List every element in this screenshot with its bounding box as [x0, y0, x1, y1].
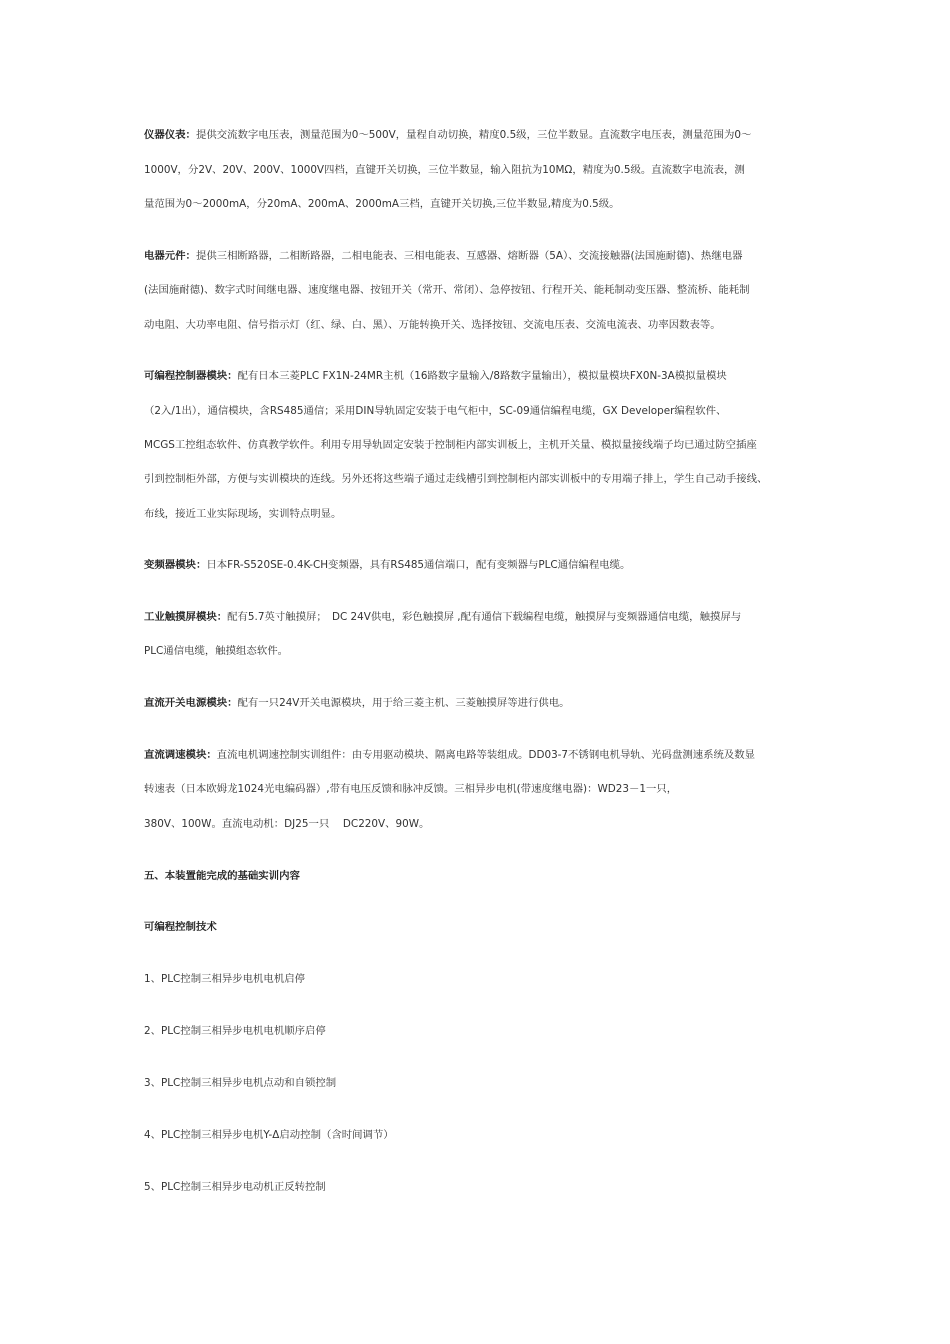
section-power-supply-label: 直流开关电源模块： [144, 697, 238, 709]
list-item: 1、PLC控制三相异步电机电机启停 [144, 973, 305, 985]
section-inverter-line-1: 变频器模块：日本FR-S520SE-0.4K-CH变频器，具有RS485通信端口，配有变频器与PLC通信编程电缆。 [144, 559, 631, 571]
section-components-line-2: (法国施耐德)、数字式时间继电器、速度继电器、按钮开关（常开、常闭）、急停按钮、行程开关、能耗制动变压器、整流桥、能耗制 [144, 284, 750, 296]
section-touchscreen-line-2: PLC通信电缆，触摸组态软件。 [144, 645, 288, 657]
section-plc-module-line-5: 布线，接近工业实际现场，实训特点明显。 [144, 508, 342, 520]
section-touchscreen-label: 工业触摸屏模块： [144, 611, 228, 623]
section-dc-speed-label: 直流调速模块： [144, 749, 217, 761]
section-power-supply-line-1: 直流开关电源模块：配有一只24V开关电源模块，用于给三菱主机、三菱触摸屏等进行供电。 [144, 697, 570, 709]
section-instruments-line-1: 仪器仪表：提供交流数字电压表，测量范围为0～500V，量程自动切换，精度0.5级，三位半数显。直流数字电压表，测量范围为0～ [144, 129, 752, 141]
section-components-line-3: 动电阻、大功率电阻、信号指示灯（红、绿、白、黑）、万能转换开关、选择按钮、交流电压表、交流电流表、功率因数表等。 [144, 319, 721, 331]
section-inverter-label: 变频器模块： [144, 559, 207, 571]
section-components-label: 电器元件： [144, 250, 196, 262]
section-instruments-label: 仪器仪表： [144, 129, 196, 141]
heading-plc-technology: 可编程控制技术 [144, 921, 217, 933]
section-components-line-1: 电器元件：提供三相断路器，二相断路器，二相电能表、三相电能表、互感器、熔断器（5A）、交流接触器(法国施耐德)、热继电器 [144, 250, 743, 262]
heading-training-content: 五、本装置能完成的基础实训内容 [144, 870, 300, 882]
section-plc-module-line-3: MCGS工控组态软件、仿真教学软件。利用专用导轨固定安装于控制柜内部实训板上，主机开关量、模拟量接线端子均已通过防空插座 [144, 439, 757, 451]
section-plc-module-line-2: （2入/1出），通信模块，含RS485通信；采用DIN导轨固定安装于电气柜中，SC-09通信编程电缆，GX Developer编程软件、 [144, 405, 727, 417]
section-instruments-line-3: 量范围为0～2000mA，分20mA、200mA、2000mA三档，直键开关切换,三位半数显,精度为0.5级。 [144, 198, 620, 210]
section-touchscreen-line-1: 工业触摸屏模块：配有5.7英寸触摸屏； DC 24V供电，彩色触摸屏 ,配有通信下载编程电缆，触摸屏与变频器通信电缆，触摸屏与 [144, 611, 742, 623]
list-item: 4、PLC控制三相异步电机Y-Δ启动控制（含时间调节） [144, 1129, 394, 1141]
section-plc-module-line-1: 可编程控制器模块：配有日本三菱PLC FX1N-24MR主机（16路数字量输入/8路数字量输出），模拟量模块FX0N-3A模拟量模块 [144, 370, 727, 382]
section-plc-module-line-4: 引到控制柜外部，方便与实训模块的连线。另外还将这些端子通过走线槽引到控制柜内部实训板中的专用端子排上，学生自己动手接线、 [144, 473, 768, 485]
section-dc-speed-line-3: 380V、100W。直流电动机：DJ25一只 DC220V、90W。 [144, 818, 430, 830]
section-plc-module-label: 可编程控制器模块： [144, 370, 238, 382]
section-dc-speed-line-2: 转速表（日本欧姆龙1024光电编码器）,带有电压反馈和脉冲反馈。三相异步电机(带速度继电器)：WD23－1一只， [144, 783, 678, 795]
list-item: 3、PLC控制三相异步电机点动和自锁控制 [144, 1077, 337, 1089]
list-item: 2、PLC控制三相异步电机电机顺序启停 [144, 1025, 326, 1037]
section-instruments-line-2: 1000V，分2V、20V、200V、1000V四档，直键开关切换，三位半数显，输入阻抗为10MΩ，精度为0.5级。直流数字电流表，测 [144, 164, 745, 176]
section-dc-speed-line-1: 直流调速模块：直流电机调速控制实训组件：由专用驱动模块、隔离电路等装组成。DD03-7不锈钢电机导轨、光码盘测速系统及数显 [144, 749, 756, 761]
list-item: 5、PLC控制三相异步电动机正反转控制 [144, 1181, 326, 1193]
